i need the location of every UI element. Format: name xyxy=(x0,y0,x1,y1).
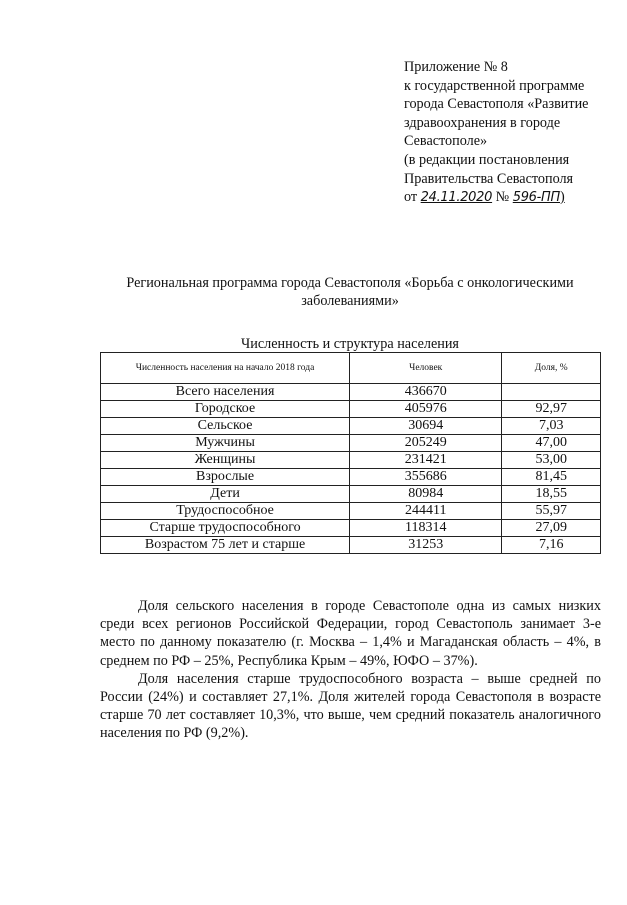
appendix-line: к государственной программе xyxy=(404,77,585,94)
row-share: 53,00 xyxy=(502,452,601,469)
header-cell: Доля, % xyxy=(502,353,601,384)
paragraph: Доля сельского населения в городе Севастополе одна из самых низких среди всех регионов Российской Федерации, город Севастополь занимает 3-е место по данному показателю (г. Москва – 1,4% и Магаданская область – 4%, в среднем по РФ – 25%, Республика Крым – 49%, ЮФО – 37%). xyxy=(100,598,601,669)
table-row xyxy=(101,486,601,503)
handwritten-date: 24.11.2020 xyxy=(420,190,493,206)
row-share xyxy=(502,384,601,401)
row-count: 436670 xyxy=(350,384,502,401)
appendix-line: Приложение № 8 xyxy=(404,59,508,75)
table-caption: Численность и структура населения xyxy=(241,336,459,352)
appendix-block xyxy=(404,58,619,208)
appendix-line: Севастополе» xyxy=(404,133,488,150)
number-prefix: № xyxy=(492,189,513,206)
appendix-line: (в редакции постановления xyxy=(404,151,570,168)
appendix-line: Правительства Севастополя xyxy=(404,170,574,187)
body-text xyxy=(100,597,601,743)
table-row xyxy=(101,503,601,520)
table-row xyxy=(101,418,601,435)
row-count: 31253 xyxy=(350,537,502,554)
row-share: 81,45 xyxy=(502,469,601,486)
row-label: Возрастом 75 лет и старше xyxy=(101,537,350,554)
table-row xyxy=(101,452,601,469)
header-cell: Человек xyxy=(350,353,502,384)
row-count: 30694 xyxy=(350,418,502,435)
appendix-line: здравоохранения в городе xyxy=(404,114,561,131)
row-share: 92,97 xyxy=(502,401,601,418)
table-row xyxy=(101,401,601,418)
row-share: 55,97 xyxy=(502,503,601,520)
table-row xyxy=(101,469,601,486)
row-share: 7,03 xyxy=(502,418,601,435)
row-share: 27,09 xyxy=(502,520,601,537)
row-count: 118314 xyxy=(350,520,502,537)
paragraph: Доля населения старше трудоспособного возраста – выше средней по России (24%) и составляет 27,1%. Доля жителей города Севастополя в возрасте старше 70 лет составляет 10,3%, что выше, чем средний показатель аналогичного населения по РФ (9,2%). xyxy=(100,670,601,742)
row-label: Старше трудоспособного xyxy=(101,520,350,537)
appendix-line: города Севастополя «Развитие xyxy=(404,96,589,113)
row-label: Дети xyxy=(101,486,350,503)
row-label: Взрослые xyxy=(101,469,350,486)
handwritten-number: 596-ПП xyxy=(512,190,560,206)
row-label: Трудоспособное xyxy=(101,503,350,520)
row-count: 355686 xyxy=(350,469,502,486)
table-header-row xyxy=(101,353,601,384)
row-count: 80984 xyxy=(350,486,502,503)
appendix-date-line xyxy=(404,188,619,208)
table-row xyxy=(101,537,601,554)
row-count: 231421 xyxy=(350,452,502,469)
row-label: Женщины xyxy=(101,452,350,469)
document-title: Региональная программа города Севастополя «Борьба с онкологическими заболеваниями» xyxy=(126,275,574,309)
row-label: Всего населения xyxy=(101,384,350,401)
row-label: Городское xyxy=(101,401,350,418)
table-row xyxy=(101,520,601,537)
row-label: Сельское xyxy=(101,418,350,435)
row-share: 18,55 xyxy=(502,486,601,503)
row-label: Мужчины xyxy=(101,435,350,452)
date-prefix: от xyxy=(404,189,421,206)
number-suffix: ) xyxy=(560,189,565,206)
table-row xyxy=(101,435,601,452)
population-table xyxy=(100,352,601,554)
row-count: 244411 xyxy=(350,503,502,520)
row-share: 47,00 xyxy=(502,435,601,452)
row-count: 405976 xyxy=(350,401,502,418)
table-row xyxy=(101,384,601,401)
header-cell: Численность населения на начало 2018 года xyxy=(101,353,350,384)
row-share: 7,16 xyxy=(502,537,601,554)
row-count: 205249 xyxy=(350,435,502,452)
